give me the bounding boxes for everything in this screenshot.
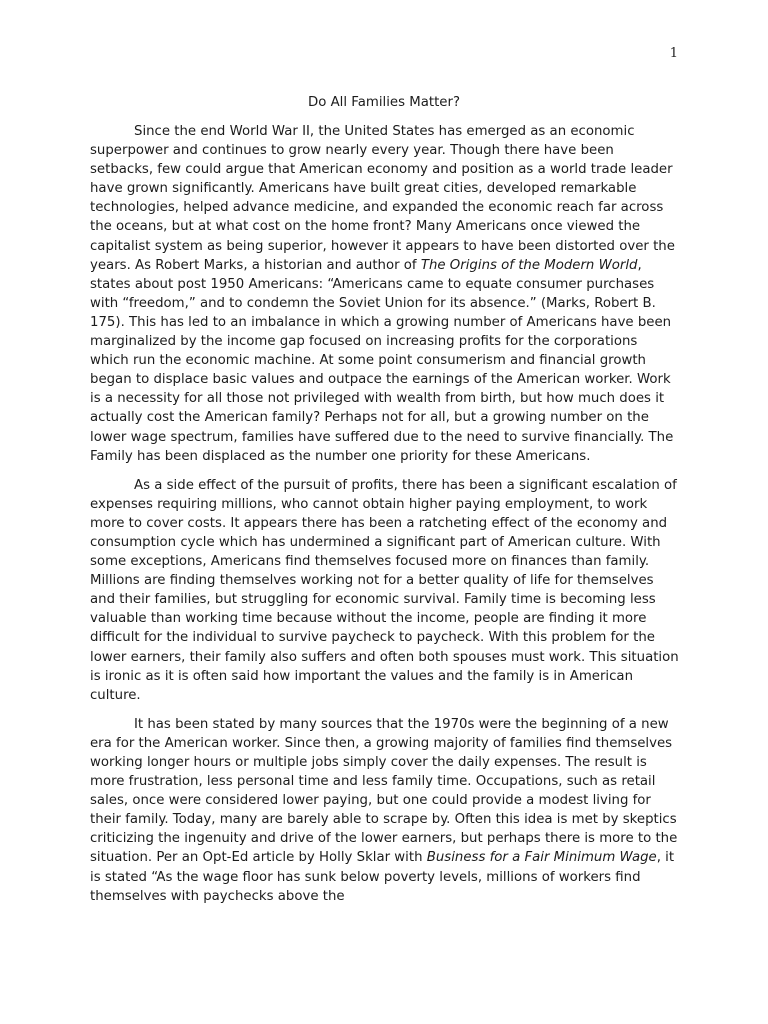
paragraph-3-text: It has been stated by many sources that the 1970s were the beginning of a new era for the American worker. Since then, a growing majority of families find themselves working longer hours or multiple jobs simply cover the daily expenses. The result is more frustration, less personal time and less family time. Occupations, such as retail sales, once were considered lower paying, but one could provide a modest living for their family. Today, many are barely able to scrape by. Often this idea is met by skeptics criticizing the ingenuity and drive of the lower earners, but perhaps there is more to the situation. Per an Opt-Ed article by Holly Sklar with	[90, 716, 678, 866]
paragraph-2-text: As a side effect of the pursuit of profits, there has been a significant escalation of expenses requiring millions, who cannot obtain higher paying employment, to work more to cover costs. It appears there has been a ratcheting effect of the economy and consumption cycle which has undermined a significant part of American culture. With some exceptions, Americans find themselves focused more on finances than family. Millions are finding themselves working not for a better quality of life for themselves and their families, but struggling for economic survival. Family time is becoming less valuable than working time because without the income, people are finding it more difficult for the individual to survive paycheck to paycheck. With this problem for the lower earners, their family also suffers and often both spouses must work. This situation is ironic as it is often said how important the values and the family is in American culture.	[90, 477, 679, 703]
document-title: Do All Families Matter?	[307, 95, 460, 110]
paragraph-2	[90, 476, 680, 705]
organization-business-for-a-fair-minimum-wage: Business for a Fair Minimum Wage	[426, 850, 657, 866]
paragraph-1	[90, 122, 680, 466]
paragraph-1-text: Since the end World War II, the United States has emerged as an economic superpower and continues to grow nearly every year. Though there have been setbacks, few could argue that American economy and position as a world trade leader have grown significantly. Americans have built great cities, developed remarkable technologies, helped advance medicine, and expanded the economic reach far across the oceans, but at what cost on the home front? Many Americans once viewed the capitalist system as being superior, however it appears to have been distorted over the years. As Robert Marks, a historian and author of	[90, 124, 675, 273]
book-title-origins-of-the-modern-world: The Origins of the Modern World	[420, 257, 638, 273]
document-body	[90, 122, 680, 916]
paragraph-3-text-continued: , it is stated “As the wage floor has sunk below poverty levels, millions of workers find themselves with paychecks above the	[90, 850, 675, 904]
paragraph-3	[90, 715, 680, 906]
page-number: 1	[669, 46, 678, 61]
paragraph-1-text-continued: , states about post 1950 Americans: “Americans came to equate consumer purchases with “freedom,” and to condemn the Soviet Union for its absence.” (Marks, Robert B. 175). This has led to an imbalance in which a growing number of Americans have been marginalized by the income gap focused on increasing profits for the corporations which run the economic machine. At some point consumerism and financial growth began to displace basic values and outpace the earnings of the American worker. Work is a necessity for all those not privileged with wealth from birth, but how much does it actually cost the American family? Perhaps not for all, but a growing number on the lower wage spectrum, families have suffered due to the need to survive financially. The Family has been displaced as the number one priority for these Americans.	[90, 257, 674, 464]
